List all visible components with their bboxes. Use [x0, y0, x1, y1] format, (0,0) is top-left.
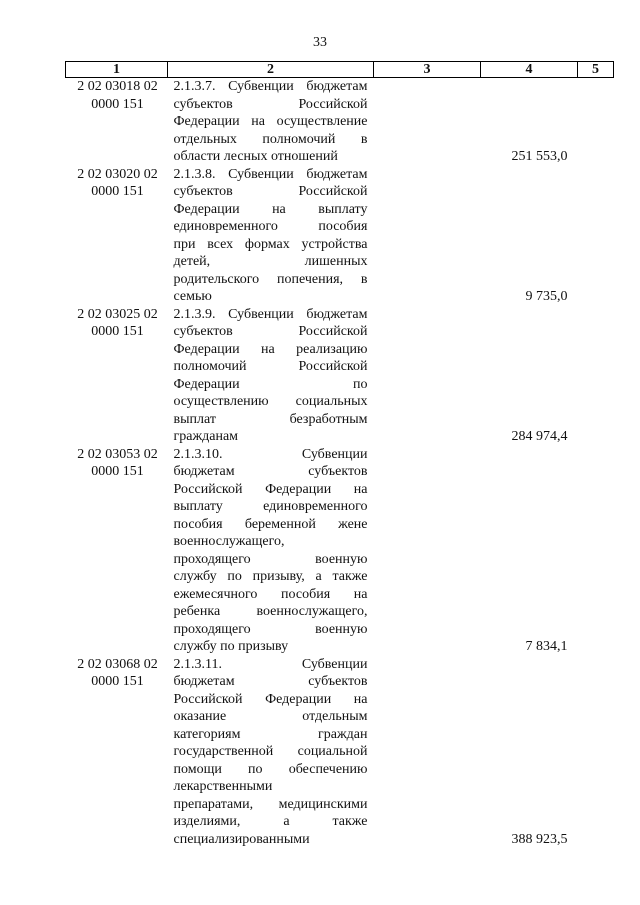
row-description-line: гражданам	[173, 429, 239, 444]
row-code-line: 2 02 03068 02	[77, 656, 158, 672]
table-row	[66, 78, 614, 166]
page-number: 33	[313, 35, 327, 50]
row-description-line: Федерации на реализацию	[173, 341, 368, 357]
row-description-line: помощи по обеспечению	[173, 761, 368, 777]
row-description-line: 2.1.3.11. Субвенции	[173, 656, 368, 672]
row-col5	[578, 166, 614, 306]
row-description-line: ребенка военнослужащего,	[173, 604, 368, 619]
row-code-line: 2 02 03020 02	[77, 166, 158, 182]
row-description-line: детей, лишенных	[173, 254, 368, 269]
row-col3	[374, 166, 481, 306]
row-description-line: оказание отдельным	[173, 709, 368, 724]
row-description-line: полномочий Российской	[173, 359, 368, 374]
row-description-line: выплату единовременного	[173, 499, 368, 514]
row-col5	[578, 656, 614, 849]
table-row	[66, 166, 614, 306]
row-col5	[578, 306, 614, 446]
row-description-line: бюджетам субъектов	[173, 674, 368, 689]
row-code	[66, 446, 168, 656]
column-header-5: 5	[578, 62, 614, 78]
row-description-line: специализированными	[173, 831, 310, 847]
row-description-line: семью	[173, 289, 212, 304]
row-description	[168, 166, 374, 306]
row-description-line: Российской Федерации на	[173, 481, 368, 497]
row-description-line: бюджетам субъектов	[173, 464, 368, 479]
row-code-line: 0000 151	[91, 184, 144, 199]
row-description-line: проходящего военную	[173, 551, 368, 567]
table-row	[66, 446, 614, 656]
row-description-line: государственной социальной	[173, 744, 368, 759]
row-amount: 7 834,1	[525, 639, 568, 654]
row-description-line: препаратами, медицинскими	[173, 796, 368, 812]
row-description-line: субъектов Российской	[173, 184, 368, 199]
row-amount: 284 974,4	[511, 429, 568, 444]
row-description-line: Федерации по	[173, 376, 368, 392]
row-code	[66, 656, 168, 849]
row-description-line: 2.1.3.8. Субвенции бюджетам	[173, 166, 368, 182]
row-description-line: пособия беременной жене	[173, 516, 368, 532]
row-code-line: 0000 151	[91, 324, 144, 339]
row-description-line: Федерации на выплату	[173, 201, 368, 217]
row-description-line: лекарственными	[173, 779, 273, 794]
row-description-line: 2.1.3.10. Субвенции	[173, 446, 368, 462]
row-col3	[374, 446, 481, 656]
row-description-line: области лесных отношений	[173, 149, 338, 164]
header-row	[66, 62, 614, 78]
row-code	[66, 78, 168, 166]
row-code-line: 0000 151	[91, 96, 144, 112]
budget-table	[65, 61, 614, 848]
table-body	[66, 78, 614, 849]
row-amount: 9 735,0	[525, 289, 568, 304]
row-description-line: при всех формах устройства	[173, 236, 368, 252]
row-code-line: 2 02 03018 02	[77, 79, 158, 94]
row-amount: 251 553,0	[511, 149, 568, 164]
row-description-line: субъектов Российской	[173, 96, 368, 112]
row-description	[168, 656, 374, 849]
row-description-line: 2.1.3.7. Субвенции бюджетам	[173, 79, 368, 94]
row-description-line: Российской Федерации на	[173, 691, 368, 707]
row-description-line: Федерации на осуществление	[173, 114, 368, 129]
row-code-line: 0000 151	[91, 464, 144, 479]
row-code-line: 2 02 03053 02	[77, 446, 158, 462]
row-description	[168, 446, 374, 656]
row-description-line: проходящего военную	[173, 621, 368, 637]
row-code-line: 2 02 03025 02	[77, 306, 158, 322]
column-header-2: 2	[168, 62, 374, 78]
table-row	[66, 306, 614, 446]
row-code-line: 0000 151	[91, 674, 144, 689]
column-header-4: 4	[481, 62, 578, 78]
row-description-line: службу по призыву	[173, 639, 289, 654]
row-description-line: осуществлению социальных	[173, 394, 368, 409]
row-col3	[374, 306, 481, 446]
row-description-line: военнослужащего,	[173, 534, 285, 549]
row-description-line: единовременного пособия	[173, 219, 368, 234]
column-header-3: 3	[374, 62, 481, 78]
row-description-line: отдельных полномочий в	[173, 131, 368, 147]
row-code	[66, 306, 168, 446]
row-description-line: 2.1.3.9. Субвенции бюджетам	[173, 306, 368, 322]
table-row	[66, 656, 614, 849]
row-col5	[578, 78, 614, 166]
row-description-line: субъектов Российской	[173, 324, 368, 339]
row-col5	[578, 446, 614, 656]
row-description	[168, 306, 374, 446]
row-description-line: службу по призыву, а также	[173, 569, 368, 584]
row-description-line: категориям граждан	[173, 726, 368, 742]
row-code	[66, 166, 168, 306]
row-col3	[374, 656, 481, 849]
row-description	[168, 78, 374, 166]
row-description-line: выплат безработным	[173, 411, 368, 427]
column-header-1: 1	[66, 62, 168, 78]
row-description-line: изделиями, а также	[173, 814, 368, 829]
row-amount: 388 923,5	[511, 831, 568, 847]
row-description-line: ежемесячного пособия на	[173, 586, 368, 602]
row-description-line: родительского попечения, в	[173, 271, 368, 287]
row-col3	[374, 78, 481, 166]
